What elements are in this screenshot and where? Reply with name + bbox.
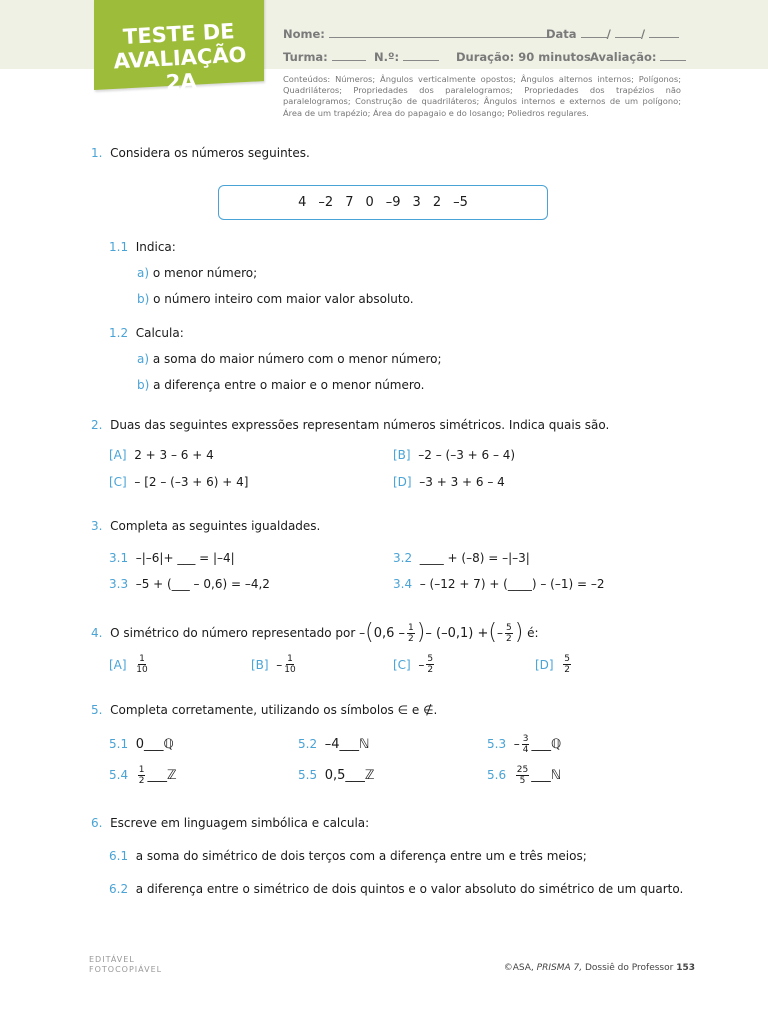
question-3 bbox=[91, 519, 320, 533]
option-2-c bbox=[109, 475, 248, 489]
denominator: 2 bbox=[138, 775, 145, 786]
q4-number: 4. bbox=[91, 626, 103, 640]
paren-close: ) bbox=[416, 620, 426, 645]
denominator: 10 bbox=[284, 665, 296, 675]
evaluation-field[interactable] bbox=[590, 50, 686, 64]
paren-open: ( bbox=[488, 620, 497, 645]
item-number: 6.2 bbox=[109, 882, 129, 896]
numerator: 25 bbox=[516, 764, 529, 775]
q2-text: Duas das seguintes expressões representam números simétricos. Indica quais são. bbox=[110, 418, 610, 432]
turma-field[interactable] bbox=[283, 50, 366, 64]
q1-2-text: Calcula: bbox=[135, 326, 184, 340]
fraction bbox=[563, 654, 571, 675]
denominator: 10 bbox=[136, 665, 148, 675]
item-3-4 bbox=[393, 577, 605, 591]
q4-text: O simétrico do número representado por bbox=[110, 626, 356, 640]
date-day-line[interactable] bbox=[581, 28, 607, 38]
badge-title bbox=[94, 18, 266, 99]
item-number: 3.2 bbox=[393, 551, 413, 565]
q1-text: Considera os números seguintes. bbox=[110, 146, 310, 160]
item-text: a soma do maior número com o menor número; bbox=[152, 352, 442, 366]
date-month-line[interactable] bbox=[615, 28, 641, 38]
fraction bbox=[426, 654, 434, 675]
option-4-b bbox=[251, 654, 298, 675]
expr-sign: – bbox=[359, 626, 366, 640]
option-2-b bbox=[393, 448, 515, 462]
paren-open: ( bbox=[365, 620, 374, 645]
numerator: 5 bbox=[505, 622, 512, 633]
option-text: – [2 – (–3 + 6) + 4] bbox=[134, 475, 249, 489]
fraction bbox=[407, 623, 415, 644]
item-5-3 bbox=[487, 734, 561, 754]
number-item: 4 bbox=[298, 195, 307, 210]
item-number: 5.4 bbox=[109, 768, 129, 782]
item-text: –|–6|+ ___ = |–4| bbox=[135, 551, 235, 565]
q3-number: 3. bbox=[91, 519, 103, 533]
option-label: [B] bbox=[393, 448, 411, 462]
item-number: 6.1 bbox=[109, 849, 129, 863]
number-label: N.º: bbox=[374, 50, 400, 64]
editable-stamp bbox=[89, 955, 162, 975]
numerator: 1 bbox=[138, 764, 145, 775]
option-2-d bbox=[393, 475, 505, 489]
badge-line2: AVALIAÇÃO 2A bbox=[113, 42, 247, 95]
item-text: ___ℚ bbox=[531, 736, 562, 752]
option-label: [B] bbox=[251, 657, 269, 672]
evaluation-line[interactable] bbox=[660, 51, 686, 61]
item-sign: – bbox=[513, 737, 520, 751]
option-label: [D] bbox=[535, 657, 554, 672]
q6-number: 6. bbox=[91, 816, 103, 830]
q1-1-number: 1.1 bbox=[109, 240, 129, 254]
paren-close: ) bbox=[514, 620, 524, 645]
footer-credit bbox=[504, 963, 695, 973]
name-field[interactable] bbox=[283, 27, 551, 41]
number-item: –5 bbox=[453, 195, 468, 210]
denominator: 2 bbox=[408, 633, 414, 644]
denominator: 4 bbox=[522, 744, 529, 755]
question-4 bbox=[91, 620, 539, 646]
evaluation-label: Avaliação: bbox=[590, 50, 657, 64]
item-text: 0___ℚ bbox=[135, 736, 174, 752]
option-label: [D] bbox=[393, 475, 412, 489]
option-label: [C] bbox=[393, 657, 411, 672]
fraction bbox=[505, 623, 513, 644]
date-label: Data bbox=[546, 27, 577, 41]
item-number: 5.6 bbox=[487, 768, 507, 782]
numerator: 1 bbox=[408, 622, 414, 633]
page-number: 153 bbox=[676, 963, 695, 973]
turma-line[interactable] bbox=[332, 51, 366, 61]
copyright: ©ASA, bbox=[503, 963, 534, 973]
item-text: o número inteiro com maior valor absoluto. bbox=[153, 292, 414, 306]
number-item: 7 bbox=[345, 195, 354, 210]
option-label: [C] bbox=[109, 475, 127, 489]
item-5-5 bbox=[298, 765, 375, 785]
q1-number: 1. bbox=[91, 146, 103, 160]
book-title: PRISMA 7, bbox=[536, 963, 583, 973]
q3-text: Completa as seguintes igualdades. bbox=[110, 519, 321, 533]
item-text: – (–12 + 7) + (____) – (–1) = –2 bbox=[419, 577, 605, 591]
fraction bbox=[284, 654, 295, 675]
q1-1-text: Indica: bbox=[135, 240, 176, 254]
numerator: 3 bbox=[522, 733, 529, 744]
q5-text: Completa corretamente, utilizando os símbolos ∈ e ∉. bbox=[110, 703, 438, 717]
item-6-1 bbox=[109, 849, 587, 863]
subquestion-1-1 bbox=[109, 240, 176, 254]
item-3-3 bbox=[109, 577, 270, 591]
number-field[interactable] bbox=[374, 50, 439, 64]
option-text: 2 + 3 – 6 + 4 bbox=[134, 448, 214, 462]
option-text: –2 – (–3 + 6 – 4) bbox=[418, 448, 516, 462]
item-number: 3.4 bbox=[393, 577, 413, 591]
option-sign: – bbox=[276, 657, 283, 672]
expr-part: 0,6 – bbox=[373, 625, 406, 641]
denominator: 2 bbox=[505, 633, 512, 644]
question-2 bbox=[91, 418, 609, 432]
item-number: 5.5 bbox=[298, 768, 318, 782]
item-number: 3.3 bbox=[109, 577, 129, 591]
number-item: 0 bbox=[365, 195, 374, 210]
item-letter: a) bbox=[137, 266, 150, 280]
option-text: –3 + 3 + 6 – 4 bbox=[419, 475, 505, 489]
dossier-label: Dossiê do Professor bbox=[584, 963, 674, 973]
item-text: –4___ℕ bbox=[324, 736, 370, 752]
item-1-2-a bbox=[137, 352, 442, 366]
option-label: [A] bbox=[109, 448, 127, 462]
q6-text: Escreve em linguagem simbólica e calcula: bbox=[110, 816, 370, 830]
item-1-1-b bbox=[137, 292, 414, 306]
number-item: –2 bbox=[318, 195, 334, 210]
item-text: 0,5___ℤ bbox=[324, 767, 375, 783]
duration: Duração: 90 minutos bbox=[456, 50, 591, 64]
item-text: ____ + (–8) = –|–3| bbox=[419, 551, 530, 565]
stamp-line1: EDITÁVEL bbox=[89, 955, 135, 964]
numerator: 1 bbox=[139, 654, 145, 664]
number-item: 2 bbox=[432, 195, 442, 210]
option-2-a bbox=[109, 448, 214, 462]
denominator: 2 bbox=[427, 665, 434, 675]
option-sign: – bbox=[418, 657, 425, 672]
option-4-a bbox=[109, 654, 150, 675]
item-5-2 bbox=[298, 734, 369, 754]
name-label: Nome: bbox=[283, 27, 325, 41]
item-number: 5.1 bbox=[109, 737, 129, 751]
numerator: 5 bbox=[427, 654, 434, 664]
q2-number: 2. bbox=[91, 418, 103, 432]
item-5-1 bbox=[109, 734, 174, 754]
option-label: [A] bbox=[109, 657, 127, 672]
expr-sign: – bbox=[496, 626, 503, 640]
item-text: a diferença entre o simétrico de dois quintos e o valor absoluto do simétrico de um quarto. bbox=[135, 882, 684, 896]
question-6 bbox=[91, 816, 369, 830]
item-6-2 bbox=[109, 882, 683, 896]
expr-end: é: bbox=[527, 626, 539, 640]
turma-label: Turma: bbox=[283, 50, 328, 64]
item-5-4 bbox=[109, 765, 177, 785]
number-line[interactable] bbox=[403, 51, 439, 61]
item-letter: b) bbox=[137, 292, 150, 306]
date-sep-2: / bbox=[640, 27, 646, 41]
item-text: ___ℕ bbox=[531, 767, 562, 783]
fraction bbox=[138, 765, 146, 786]
date-sep-1: / bbox=[606, 27, 611, 41]
badge-line1: TESTE DE bbox=[122, 19, 236, 49]
number-item: –9 bbox=[385, 195, 401, 210]
item-letter: b) bbox=[137, 378, 150, 392]
option-4-d bbox=[535, 654, 573, 675]
numerator: 5 bbox=[564, 654, 570, 664]
fraction bbox=[522, 734, 530, 755]
name-line[interactable] bbox=[329, 28, 551, 38]
item-1-2-b bbox=[137, 378, 425, 392]
item-text: o menor número; bbox=[152, 266, 258, 280]
item-number: 3.1 bbox=[109, 551, 129, 565]
item-5-6 bbox=[487, 765, 561, 785]
item-number: 5.2 bbox=[298, 737, 318, 751]
contents-text: Conteúdos: Números; Ângulos verticalmente opostos; Ângulos alternos internos; Polígonos; Quadriláteros; Propriedades dos paralelogramos; Propriedades dos trapézios não paralelogramos; Construção de quadriláteros; Ângulos internos e externos de um polígono; Área de um trapézio; Área do papagaio e do losango; Poliedros regulares. bbox=[283, 74, 681, 118]
date-year-line[interactable] bbox=[649, 28, 679, 38]
item-text: ___ℤ bbox=[147, 767, 177, 783]
q1-2-number: 1.2 bbox=[109, 326, 129, 340]
subquestion-1-2 bbox=[109, 326, 184, 340]
item-text: a diferença entre o maior e o menor número. bbox=[153, 378, 425, 392]
numbers-box bbox=[218, 185, 548, 220]
expr-part: – (–0,1) + bbox=[425, 625, 489, 641]
item-3-1 bbox=[109, 551, 235, 565]
denominator: 2 bbox=[564, 665, 570, 675]
item-1-1-a bbox=[137, 266, 257, 280]
item-letter: a) bbox=[137, 352, 150, 366]
stamp-line2: FOTOCOPIÁVEL bbox=[89, 965, 163, 974]
question-5 bbox=[91, 703, 437, 717]
numerator: 1 bbox=[287, 654, 293, 664]
number-item: 3 bbox=[412, 195, 421, 210]
fraction bbox=[516, 765, 529, 786]
q5-number: 5. bbox=[91, 703, 103, 717]
date-field[interactable] bbox=[546, 27, 679, 41]
option-4-c bbox=[393, 654, 436, 675]
item-text: a soma do simétrico de dois terços com a diferença entre um e três meios; bbox=[135, 849, 587, 863]
item-3-2 bbox=[393, 551, 530, 565]
fraction bbox=[136, 654, 147, 675]
question-1 bbox=[91, 146, 310, 160]
item-number: 5.3 bbox=[487, 737, 507, 751]
denominator: 5 bbox=[519, 775, 526, 786]
item-text: –5 + (___ – 0,6) = –4,2 bbox=[135, 577, 270, 591]
